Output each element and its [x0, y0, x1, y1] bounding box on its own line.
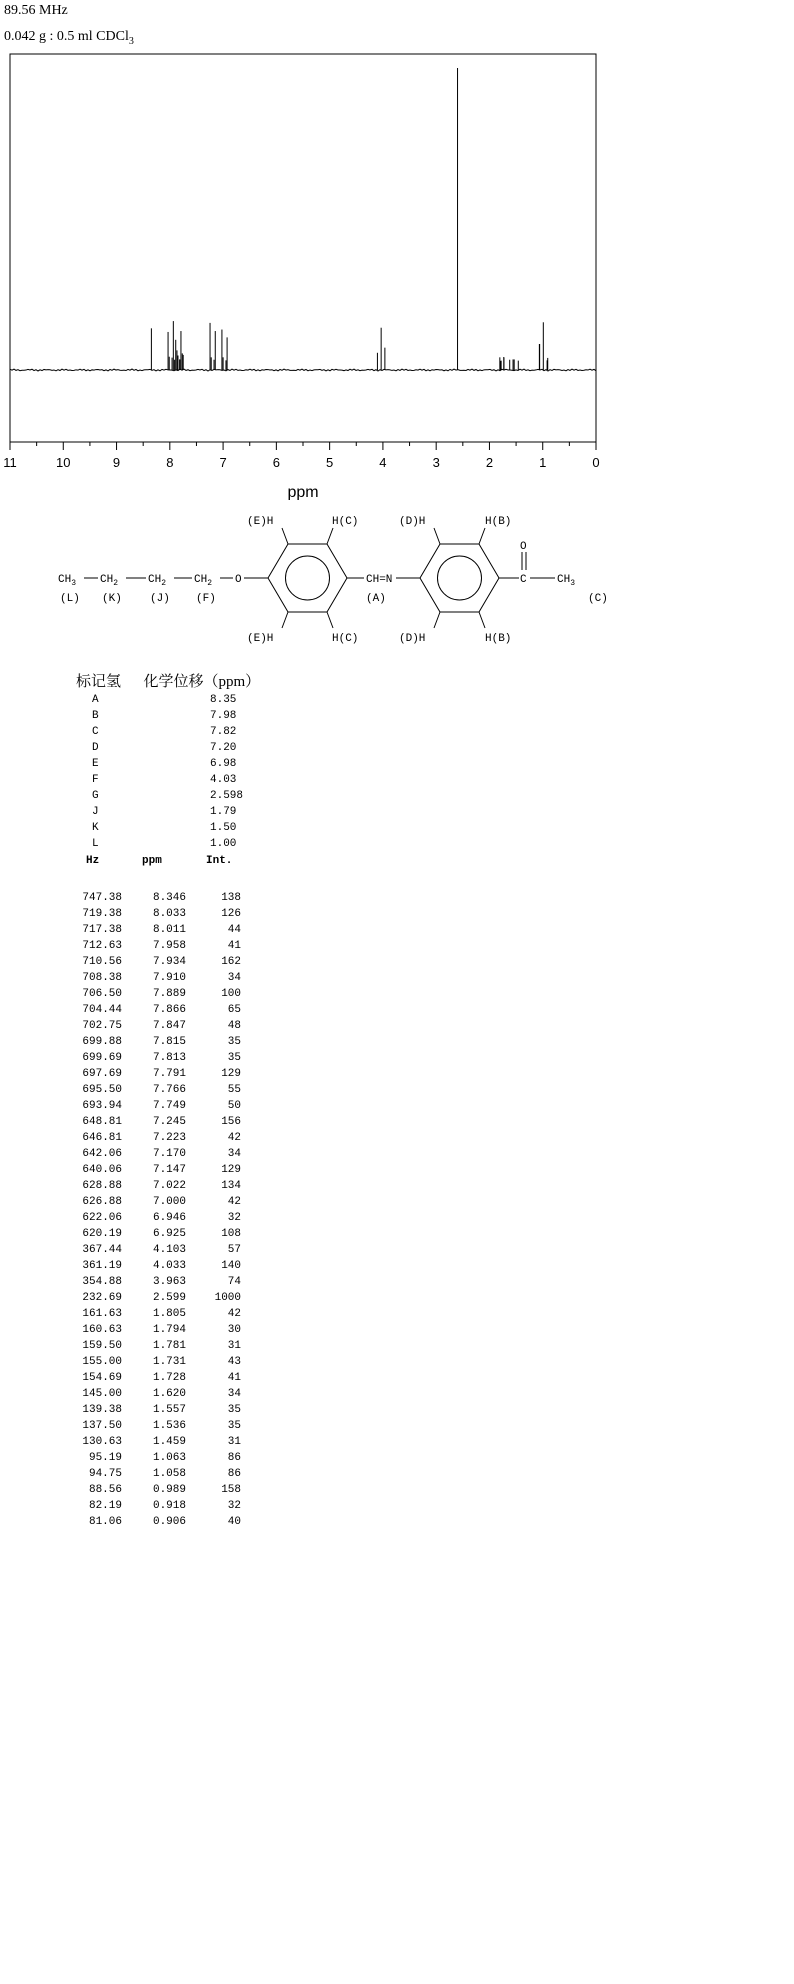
- peak-hz: 706.50: [82, 988, 122, 1000]
- x-tick-label: 11: [3, 455, 17, 470]
- peak-intensity: 41: [227, 940, 241, 952]
- peak-row: [76, 1370, 241, 1386]
- peak-ppm: 7.749: [152, 1100, 186, 1112]
- peak-ppm: 2.599: [152, 1292, 186, 1304]
- assignment-shift: 1.00: [210, 838, 237, 850]
- header-ppm: ppm: [142, 855, 162, 867]
- bond-h-b-top: [479, 528, 485, 544]
- peak-ppm: 7.866: [152, 1004, 186, 1016]
- peak-row: [76, 1050, 241, 1066]
- peak-hz: 717.38: [82, 924, 122, 936]
- benzene-ring-1: [268, 544, 347, 612]
- peak-row: [76, 1450, 241, 1466]
- peak-ppm: 7.889: [152, 988, 186, 1000]
- peak-row: [76, 1114, 241, 1130]
- bond-h-b-bottom: [479, 612, 485, 628]
- x-tick-label: 9: [112, 455, 121, 470]
- peak-ppm: 3.963: [152, 1276, 186, 1288]
- peak-ppm: 7.170: [152, 1148, 186, 1160]
- bond-h-c-top: [327, 528, 333, 544]
- peak-hz: 361.19: [82, 1260, 122, 1272]
- peak-ppm: 1.459: [152, 1436, 186, 1448]
- peak-row: [76, 1066, 241, 1082]
- peak-row: [76, 1226, 241, 1242]
- peak-intensity: 65: [227, 1004, 241, 1016]
- bond-h-e-top: [282, 528, 288, 544]
- peak-intensity: 42: [227, 1196, 241, 1208]
- peak-row: [76, 1178, 241, 1194]
- assignment-shift: 7.82: [210, 726, 237, 738]
- spectrum-baseline: [10, 369, 596, 371]
- peak-ppm: 7.223: [152, 1132, 186, 1144]
- peak-intensity: 156: [221, 1116, 241, 1128]
- peak-hz: 626.88: [82, 1196, 122, 1208]
- peak-row: [76, 1018, 241, 1034]
- peak-intensity: 31: [227, 1436, 241, 1448]
- peak-row: [76, 1274, 241, 1290]
- assignment-table: [76, 692, 243, 852]
- peak-hz: 719.38: [82, 908, 122, 920]
- peak-row: [76, 1306, 241, 1322]
- header-hz: Hz: [86, 855, 100, 867]
- peak-intensity: 158: [221, 1484, 241, 1496]
- assignment-row: [76, 708, 243, 724]
- peak-intensity: 32: [227, 1212, 241, 1224]
- peak-ppm: 7.910: [152, 972, 186, 984]
- nmr-spectrum-chart: [0, 50, 600, 500]
- peak-intensity: 32: [227, 1500, 241, 1512]
- peak-ppm: 7.147: [152, 1164, 186, 1176]
- assignment-header-label: 标记氢: [76, 674, 122, 690]
- peak-row: [76, 1514, 241, 1530]
- peak-hz: 640.06: [82, 1164, 122, 1176]
- peak-row: [76, 1418, 241, 1434]
- peak-hz: 354.88: [82, 1276, 122, 1288]
- assignment-shift: 1.50: [210, 822, 237, 834]
- peak-row: [76, 1290, 241, 1306]
- peak-hz: 708.38: [82, 972, 122, 984]
- peak-ppm: 7.022: [152, 1180, 186, 1192]
- peak-intensity: 42: [227, 1308, 241, 1320]
- peak-intensity: 129: [221, 1164, 241, 1176]
- aromatic-circle-1: [286, 556, 330, 600]
- x-tick-label: 10: [56, 455, 71, 470]
- peak-hz: 747.38: [82, 892, 122, 904]
- peak-row: [76, 1386, 241, 1402]
- peak-hz: 94.75: [88, 1468, 122, 1480]
- peak-row: [76, 1258, 241, 1274]
- peak-row: [76, 1338, 241, 1354]
- benzene-ring-2: [420, 544, 499, 612]
- peak-intensity: 74: [227, 1276, 241, 1288]
- peak-hz: 628.88: [82, 1180, 122, 1192]
- carbonyl-carbon: C: [520, 574, 527, 586]
- peak-ppm: 0.906: [152, 1516, 186, 1528]
- peak-row: [76, 1162, 241, 1178]
- x-axis-ticks: [3, 442, 599, 470]
- assignment-shift: 1.79: [210, 806, 237, 818]
- peak-ppm: 7.958: [152, 940, 186, 952]
- peak-ppm: 1.058: [152, 1468, 186, 1480]
- peak-hz: 95.19: [88, 1452, 122, 1464]
- peak-hz: 622.06: [82, 1212, 122, 1224]
- peak-ppm: 8.346: [152, 892, 186, 904]
- sample-text: 0.042 g : 0.5 ml CDCl: [4, 29, 129, 44]
- peak-hz: 699.69: [82, 1052, 122, 1064]
- peak-ppm: 7.815: [152, 1036, 186, 1048]
- assignment-row: [76, 820, 243, 836]
- ring2-label-bl: (D)H: [399, 633, 426, 645]
- chain-ch2-j: $CH_2$: [148, 574, 167, 588]
- x-tick-label: 6: [272, 455, 280, 470]
- assignment-header-shift: 化学位移（ppm）: [143, 674, 261, 690]
- assignment-shift: 7.20: [210, 742, 237, 754]
- chain-ch2-f: $CH_2$: [194, 574, 213, 588]
- peak-intensity: 35: [227, 1420, 241, 1432]
- peak-intensity: 134: [221, 1180, 241, 1192]
- peak-ppm: 7.847: [152, 1020, 186, 1032]
- peak-row: [76, 1130, 241, 1146]
- peak-ppm: 8.011: [152, 924, 186, 936]
- peak-row: [76, 1082, 241, 1098]
- peak-hz: 620.19: [82, 1228, 122, 1240]
- aromatic-circle-2: [438, 556, 482, 600]
- peak-row: [76, 1146, 241, 1162]
- assignment-label: E: [92, 758, 99, 770]
- molecular-structure: [50, 500, 630, 650]
- peak-hz: 697.69: [82, 1068, 122, 1080]
- assignment-shift: 6.98: [210, 758, 237, 770]
- peak-row: [76, 1210, 241, 1226]
- label-l: (L): [60, 593, 80, 605]
- sample-concentration: [4, 29, 134, 47]
- peak-intensity: 108: [221, 1228, 241, 1240]
- peak-intensity: 126: [221, 908, 241, 920]
- peak-intensity: 140: [221, 1260, 241, 1272]
- chain-ch2-k: $CH_2$: [100, 574, 119, 588]
- assignment-row: [76, 724, 243, 740]
- peak-hz: 695.50: [82, 1084, 122, 1096]
- assignment-shift: 8.35: [210, 694, 237, 706]
- peak-row: [76, 1354, 241, 1370]
- peak-ppm: 1.781: [152, 1340, 186, 1352]
- peak-ppm: 1.805: [152, 1308, 186, 1320]
- peak-ppm: 1.794: [152, 1324, 186, 1336]
- assignment-row: [76, 740, 243, 756]
- ring2-label-tl: (D)H: [399, 516, 426, 528]
- x-axis-label: ppm: [287, 484, 319, 500]
- peak-row: [76, 1498, 241, 1514]
- peak-hz: 145.00: [82, 1388, 122, 1400]
- peak-row: [76, 970, 241, 986]
- peak-hz: 232.69: [82, 1292, 122, 1304]
- peak-ppm: 7.934: [152, 956, 186, 968]
- peak-intensity: 57: [227, 1244, 241, 1256]
- assignment-row: [76, 836, 243, 852]
- methyl-c: $CH_3$: [557, 574, 576, 588]
- x-tick-label: 4: [379, 455, 387, 470]
- assignment-shift: 4.03: [210, 774, 237, 786]
- x-tick-label: 0: [592, 455, 600, 470]
- peak-ppm: 1.557: [152, 1404, 186, 1416]
- assignment-row: [76, 756, 243, 772]
- label-a: (A): [366, 593, 386, 605]
- spectrum-peaks: [151, 68, 547, 370]
- peak-ppm: 7.813: [152, 1052, 186, 1064]
- chain-oxygen: O: [235, 574, 242, 586]
- peak-row: [76, 1002, 241, 1018]
- peak-hz: 88.56: [88, 1484, 122, 1496]
- bond-h-c-bottom: [327, 612, 333, 628]
- x-tick-label: 7: [219, 455, 227, 470]
- bond-h-e-bottom: [282, 612, 288, 628]
- peak-ppm: 1.620: [152, 1388, 186, 1400]
- peak-hz: 154.69: [82, 1372, 122, 1384]
- label-k: (K): [102, 593, 122, 605]
- peak-hz: 367.44: [82, 1244, 122, 1256]
- peak-ppm: 0.989: [152, 1484, 186, 1496]
- peak-intensity: 31: [227, 1340, 241, 1352]
- peak-intensity: 34: [227, 1148, 241, 1160]
- peak-hz: 702.75: [82, 1020, 122, 1032]
- peak-hz: 642.06: [82, 1148, 122, 1160]
- peak-row: [76, 1034, 241, 1050]
- peak-hz: 704.44: [82, 1004, 122, 1016]
- peak-intensity: 44: [227, 924, 241, 936]
- peak-ppm: 7.791: [152, 1068, 186, 1080]
- peak-row: [76, 1434, 241, 1450]
- assignment-row: [76, 772, 243, 788]
- chain-ch3: $CH_3$: [58, 574, 77, 588]
- peak-hz: 648.81: [82, 1116, 122, 1128]
- assignment-label: J: [92, 806, 99, 818]
- peak-intensity: 1000: [214, 1292, 241, 1304]
- spectrometer-frequency: 89.56 MHz: [4, 3, 68, 18]
- peak-hz: 82.19: [88, 1500, 122, 1512]
- peak-hz: 81.06: [88, 1516, 122, 1528]
- ring1-label-tl: (E)H: [247, 516, 274, 528]
- peak-row: [76, 1466, 241, 1482]
- peak-hz: 139.38: [82, 1404, 122, 1416]
- peak-row: [76, 1322, 241, 1338]
- ring1-label-bl: (E)H: [247, 633, 274, 645]
- imine-group: CH=N: [366, 574, 393, 586]
- peak-intensity: 40: [227, 1516, 241, 1528]
- assignment-label: C: [92, 726, 99, 738]
- label-f: (F): [196, 593, 216, 605]
- peak-row: [76, 1402, 241, 1418]
- ring2-label-tr: H(B): [485, 516, 512, 528]
- x-tick-label: 2: [485, 455, 494, 470]
- sample-subscript: 3: [128, 35, 134, 47]
- peak-ppm: 4.103: [152, 1244, 186, 1256]
- peak-row: [76, 922, 241, 938]
- peak-intensity: 35: [227, 1036, 241, 1048]
- carbonyl-oxygen: O: [520, 541, 527, 553]
- peak-ppm: 7.000: [152, 1196, 186, 1208]
- assignment-label: A: [92, 694, 99, 706]
- assignment-label: D: [92, 742, 99, 754]
- assignment-label: K: [92, 822, 99, 834]
- peak-intensity: 138: [221, 892, 241, 904]
- peak-hz: 159.50: [82, 1340, 122, 1352]
- assignment-label: G: [92, 790, 99, 802]
- peak-ppm: 8.033: [152, 908, 186, 920]
- ring2-label-br: H(B): [485, 633, 512, 645]
- peak-ppm: 1.063: [152, 1452, 186, 1464]
- peak-intensity: 41: [227, 1372, 241, 1384]
- peak-intensity: 34: [227, 972, 241, 984]
- peak-row: [76, 1482, 241, 1498]
- assignment-label: L: [92, 838, 99, 850]
- ring1-label-br: H(C): [332, 633, 359, 645]
- peak-intensity: 35: [227, 1404, 241, 1416]
- peak-ppm: 0.918: [152, 1500, 186, 1512]
- peak-hz: 161.63: [82, 1308, 122, 1320]
- peak-row: [76, 1194, 241, 1210]
- label-j: (J): [150, 593, 170, 605]
- peak-intensity: 50: [227, 1100, 241, 1112]
- x-tick-label: 5: [326, 455, 334, 470]
- peak-intensity: 55: [227, 1084, 241, 1096]
- peak-row: [76, 938, 241, 954]
- peak-hz: 712.63: [82, 940, 122, 952]
- assignment-label: F: [92, 774, 99, 786]
- peak-intensity: 43: [227, 1356, 241, 1368]
- peak-intensity: 86: [227, 1452, 241, 1464]
- bond-h-d-top: [434, 528, 440, 544]
- peak-intensity: 48: [227, 1020, 241, 1032]
- peak-intensity: 86: [227, 1468, 241, 1480]
- peak-hz: 693.94: [82, 1100, 122, 1112]
- peak-intensity: 100: [221, 988, 241, 1000]
- assignment-shift: 7.98: [210, 710, 237, 722]
- peak-ppm: 1.728: [152, 1372, 186, 1384]
- peak-intensity: 30: [227, 1324, 241, 1336]
- peak-row: [76, 954, 241, 970]
- assignment-shift: 2.598: [210, 790, 244, 802]
- peak-intensity: 35: [227, 1052, 241, 1064]
- peak-ppm: 1.536: [152, 1420, 186, 1432]
- header-int: Int.: [206, 855, 233, 867]
- ring1-label-tr: H(C): [332, 516, 359, 528]
- peak-hz: 130.63: [82, 1436, 122, 1448]
- peak-ppm: 6.946: [152, 1212, 186, 1224]
- assignment-row: [76, 804, 243, 820]
- peak-hz: 710.56: [82, 956, 122, 968]
- x-tick-label: 1: [539, 455, 547, 470]
- peak-ppm: 7.766: [152, 1084, 186, 1096]
- peak-hz: 699.88: [82, 1036, 122, 1048]
- bond-h-d-bottom: [434, 612, 440, 628]
- peak-ppm: 6.925: [152, 1228, 186, 1240]
- peak-intensity: 129: [221, 1068, 241, 1080]
- label-c-methyl: (C): [588, 593, 608, 605]
- assignment-label: B: [92, 710, 99, 722]
- peak-intensity: 34: [227, 1388, 241, 1400]
- peak-table: [76, 890, 241, 1530]
- peak-row: [76, 1242, 241, 1258]
- peak-hz: 160.63: [82, 1324, 122, 1336]
- x-tick-label: 8: [166, 455, 174, 470]
- peak-row: [76, 986, 241, 1002]
- peak-ppm: 4.033: [152, 1260, 186, 1272]
- peak-ppm: 7.245: [152, 1116, 186, 1128]
- peak-intensity: 162: [221, 956, 241, 968]
- assignment-row: [76, 692, 243, 708]
- peak-hz: 137.50: [82, 1420, 122, 1432]
- peak-row: [76, 906, 241, 922]
- peak-intensity: 42: [227, 1132, 241, 1144]
- peak-ppm: 1.731: [152, 1356, 186, 1368]
- peak-hz: 646.81: [82, 1132, 122, 1144]
- x-tick-label: 3: [432, 455, 440, 470]
- peak-hz: 155.00: [82, 1356, 122, 1368]
- assignment-header: [76, 670, 260, 691]
- plot-frame: [10, 54, 596, 442]
- peak-row: [76, 1098, 241, 1114]
- peak-row: [76, 890, 241, 906]
- assignment-row: [76, 788, 243, 804]
